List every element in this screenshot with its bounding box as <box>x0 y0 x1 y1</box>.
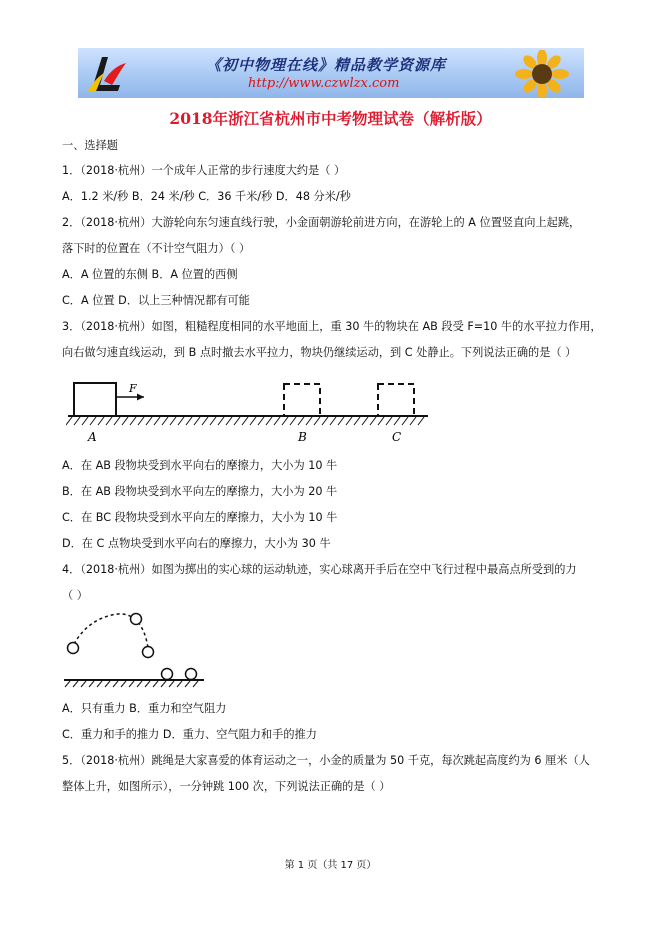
block-dashed-b <box>284 384 320 416</box>
question-3-option-a: A．在 AB 段物块受到水平向右的摩擦力，大小为 10 牛 <box>62 459 338 472</box>
question-4-figure <box>62 608 212 688</box>
point-label-a: A <box>88 430 97 444</box>
question-5-stem-line2: 整体上升，如图所示），一分钟跳 100 次，下列说法正确的是（ ） <box>62 780 391 793</box>
ball-falling <box>143 647 154 658</box>
banner-slogan: 《初中物理在线》精品教学资源库 <box>206 56 447 74</box>
ball-landed-2 <box>186 669 197 680</box>
ball-top <box>131 614 142 625</box>
question-4-stem-line2: （ ） <box>62 589 88 602</box>
page-title: 2018年浙江省杭州市中考物理试卷（解析版） <box>169 109 492 128</box>
question-2-stem-line2: 落下时的位置在（不计空气阻力）（ ） <box>62 242 251 255</box>
ground-hatching <box>66 417 424 425</box>
question-5-stem-line1: 5．（2018·杭州）跳绳是大家喜爱的体育运动之一，小金的质量为 50 千克，每次跳起高度约为 6 厘米（人 <box>62 754 590 767</box>
question-3-stem-line2: 向右做匀速直线运动，到 B 点时撤去水平拉力，物块仍继续运动，到 C 处静止。下列说法正确的是（ ） <box>62 346 577 359</box>
question-1-stem: 1．（2018·杭州）一个成年人正常的步行速度大约是（ ） <box>62 164 346 177</box>
question-2-options-cd: C．A 位置 D．以上三种情况都有可能 <box>62 294 250 307</box>
point-label-c: C <box>392 430 402 444</box>
question-4-options-cd: C．重力和手的推力 D．重力、空气阻力和手的推力 <box>62 728 317 741</box>
section-heading: 一、选择题 <box>62 139 118 152</box>
question-2-stem-line1: 2．（2018·杭州）大游轮向东匀速直线行驶，小金面朝游轮前进方向，在游轮上的 A 位置竖直向上起跳， <box>62 216 581 229</box>
ball-landed-1 <box>162 669 173 680</box>
question-3-option-d: D．在 C 点物块受到水平向右的摩擦力，大小为 30 牛 <box>62 537 331 550</box>
block-solid <box>74 383 116 416</box>
sunflower-icon <box>506 50 578 98</box>
banner-url: http://www.czwlzx.com <box>248 76 400 91</box>
question-1-options: A．1.2 米/秒 B．24 米/秒 C．36 千米/秒 D．48 分米/秒 <box>62 190 351 203</box>
question-3-stem-line1: 3．（2018·杭州）如图，粗糙程度相同的水平地面上，重 30 牛的物块在 AB 段受 F=10 牛的水平拉力作用， <box>62 320 602 333</box>
point-label-b: B <box>298 430 307 444</box>
question-3-figure <box>66 375 436 445</box>
question-2-options-ab: A．A 位置的东侧 B．A 位置的西侧 <box>62 268 238 281</box>
logo-icon <box>82 51 130 95</box>
header-banner <box>78 48 584 98</box>
question-3-option-b: B．在 AB 段物块受到水平向左的摩擦力，大小为 20 牛 <box>62 485 338 498</box>
force-label: F <box>129 382 137 395</box>
question-4-options-ab: A．只有重力 B．重力和空气阻力 <box>62 702 227 715</box>
block-dashed-c <box>378 384 414 416</box>
ball-start <box>68 643 79 654</box>
question-3-option-c: C．在 BC 段物块受到水平向左的摩擦力，大小为 10 牛 <box>62 511 338 524</box>
question-4-stem-line1: 4．（2018·杭州）如图为掷出的实心球的运动轨迹，实心球离开手后在空中飞行过程中最高点所受到的力 <box>62 563 577 576</box>
page-footer: 第 1 页（共 17 页） <box>284 860 377 871</box>
